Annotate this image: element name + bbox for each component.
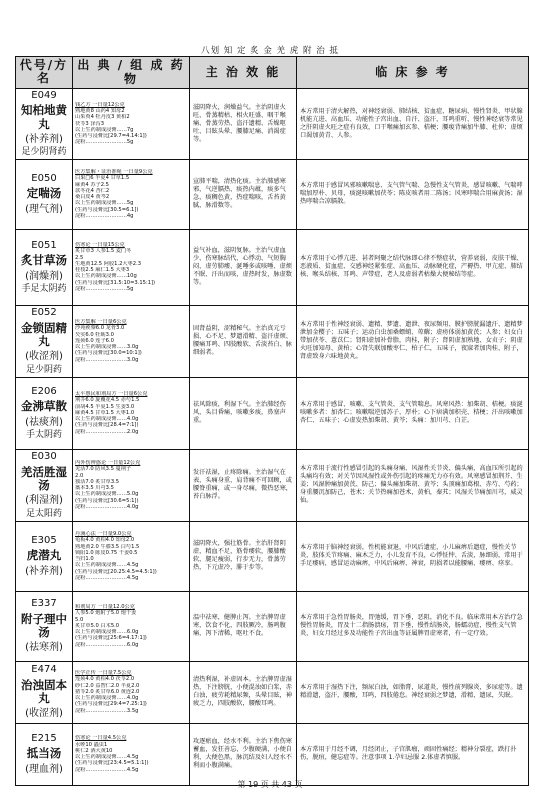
formula-cell: [16, 521, 73, 591]
ingredient-line: 5.0: [75, 616, 84, 623]
ingredient-line: 生地黄12.5 阿胶1.2大枣2.3: [75, 260, 142, 267]
formula-code: E206: [31, 385, 57, 397]
formula-meridian: 手足太阴药: [21, 284, 67, 294]
ingredient-line: 伤寒论 一日量4.5公克: [75, 735, 127, 742]
table-row: [16, 521, 529, 591]
column-header-efficacy: 主 治 效 能: [190, 57, 297, 89]
ingredient-line: 人参5.0 炮附子5.0 炮干姜: [75, 610, 137, 617]
table-row: [16, 305, 529, 377]
ingredient-line: 淀粉……………………4.0g: [75, 503, 139, 510]
formula-code: E051: [31, 239, 57, 251]
ingredient-line: 太平惠民和剂局方 一日量6公克: [75, 391, 148, 398]
efficacy-cell: 滋阴降火，润燥益气。主治阴虚火旺，骨蒸精枯、相火旺盛、咽干喉痛、骨蒸劳热、盗汗遗精、舌燥呕吐、目眩头晕、腰膝足痛、消渴症等。: [190, 88, 297, 159]
formula-cell: [16, 159, 73, 229]
ingredient-line: 丹溪心法 一日量9.0公克: [75, 531, 132, 538]
ingredient-line: 麻黄4.5 甘草1.5 大枣1.0: [75, 409, 135, 416]
table-row: [16, 661, 529, 723]
ingredient-line: 以上生药制成浸膏……3.0g: [75, 344, 139, 351]
formula-name: 羌活胜湿汤: [21, 464, 67, 492]
clinical-cell: 本方常用于感冒风邪咳嗽喘息、支气管气喘、急慢性支气管炎，感冒咳嗽、气喘哮喘加厚朴、贝母，痰涎咳嗽加茯苓；陈皮咳者用二陈汤；风寒哮喘合用麻黄汤；湿热哮喘合凉膈散。: [297, 159, 529, 229]
ingredient-line: 2.0: [75, 472, 84, 479]
clinical-cell: 本方常用于感冒、咳嗽、支气管炎、支气管喘息。风寒风热：加柴胡、桔梗。痰涎咳嗽多者：加杏仁；咳嗽喘逆加苏子、厚朴；心下痞满加积壳、桔梗；汗出咳嗽加杏仁、五味子；心虚发热加柴胡、黄芩；头痛：加川芎、白芷。: [297, 377, 529, 449]
formula-code: E052: [31, 307, 57, 319]
ingredient-line: 以上生药制成浸膏……5.0g: [75, 491, 139, 498]
formula-category: (利湿剂): [25, 495, 63, 507]
ingredient-line: 茯苓3 泽泻3: [75, 120, 104, 127]
formula-cell: [16, 377, 73, 449]
formula-name: 炙甘草汤: [21, 253, 67, 268]
formula-category: (补养剂): [25, 133, 63, 145]
ingredient-line: (生药与浸膏比[23:4.5=5.1:1]): [75, 760, 149, 767]
ingredient-line: 猪苓2.0 炙甘草6.0 黄连2.0: [75, 688, 140, 695]
ingredient-line: 桃仁2 酒大黄10: [75, 747, 113, 754]
clinical-cell: 本方常用于湿热下注，频尿白浊，如脂膏，尿道炎，慢性前列腺炎，多尿症等。遗精滑遗，盗汗，腰酸，耳鸣，四肢倦怠。神经衰弱之梦遗，滑精，遗尿，失眠。: [297, 661, 529, 723]
formula-category: (理气剂): [25, 203, 63, 215]
ingredient-line: 莲须4.0 黄柏4.0 茯苓2.0: [75, 676, 135, 683]
formula-cell: [16, 591, 73, 661]
clinical-cell: 本方常用于清火解热，对神经衰弱、肺结核、贫血症、糖尿病、慢性肾炎、甲状腺机能亢进、高血压、功能性子宫出血、自汗、盗汗、耳鸣重听、慢性神经衰等常见之肝阴虚火旺之症有良效，口干喉痛加玄参、桔梗；腰痠背痛加牛膝、杜仲；虚烦口渴加黄青、人参。: [297, 88, 529, 159]
ingredient-line: 淀粉……………………4g: [75, 212, 134, 219]
ingredient-line: 以上生药制成浸膏……4.0g: [75, 695, 139, 702]
ingredient-line: (生药与浸膏比[29.7=4.14:1]): [75, 133, 147, 140]
formula-category: (补养剂): [25, 565, 63, 577]
formula-category: (收涩剂): [25, 708, 63, 720]
ingredients-cell: [73, 159, 190, 229]
formula-code: E305: [31, 534, 57, 546]
ingredient-line: 伤寒论 一日量15公克: [75, 242, 125, 249]
ingredients-cell: [73, 591, 190, 661]
ingredient-line: (生药与浸膏比[28.4=7:1]): [75, 422, 139, 429]
ingredient-line: 藁本3.5 川芎3.5: [75, 485, 114, 492]
table-row: [16, 159, 529, 229]
ingredient-line: 前胡4.5 半夏1.5 生姜3.0: [75, 403, 135, 410]
formula-meridian: 足少阴肾药: [21, 147, 67, 158]
clinical-cell: 本方常用于流行性感冒引起的头痛身痛、风湿性关节炎、偏头痛，高血压所引起的头痛均有效；对关节因风湿性或外伤引起的疼痛无力亦有效。风寒感冒加荆芥、生姜；风湿肿痛加黄芪、防己；偏头痛加柴胡、黄芩；头顶痛加葛根、赤芍、芍药；身重腰沉加防己，苍术；关节热痛加苍术，黄柏，秦艽；风湿关节痛加川芎，威灵仙。: [297, 449, 529, 521]
formula-code: E030: [31, 451, 57, 463]
efficacy-cell: 滋阴降火，强壮筋骨。主治肝肾阴虚，精血不足，筋骨痿软，腰膝酸软，腿足瘦弱，行步无力，骨蒸劳热，下元虚冷，腓于步等。: [190, 521, 297, 591]
formula-category: (祛痰剂): [25, 416, 63, 428]
formula-meridian: 足太阳药: [25, 508, 62, 519]
formula-name: 虎潜丸: [26, 548, 62, 563]
clinical-cell: 本方常用于月经不调，月经闭止，子宫肌瘤，顽固性痛经；精神分裂症，跌打扑伤，脱疽，健忘症等。注意事项 1.孕妇忌服 2.体虚者慎服。: [297, 723, 529, 785]
table-row: [16, 88, 529, 159]
ingredient-line: 医方集解 一日量6公克: [75, 319, 127, 326]
ingredient-line: (生药与浸膏比[30.5=6.1]): [75, 206, 139, 213]
formula-code: E050: [31, 172, 57, 184]
clinical-cell: 本方常用于脑神经衰弱，性机能衰退，中风后遗症，小儿麻痹后遗症，慢性关节炎，肢体关节疼痛、麻木乏力，小儿发育不良，心悸怔忡、舌淡，脉细弱，常用于手足痿病，感冒运动麻痹，中风后麻痹、神衰，阴损者以能腰痛、痿痹、痉挛。: [297, 521, 529, 591]
efficacy-cell: 益气补血，滋阴复脉。主治气虚血少、伤寒脉结代、心悸动、气短胸闷，虚劳肺痿、涎唾多或咳唾、虚烦不眠、汗出而咳，虚热时发，脉虚数等。: [190, 229, 297, 305]
ingredient-line: 淀粉……………………4.5g: [75, 574, 139, 581]
ingredient-line: 沙苑蒺藜6.0 龙骨3.0: [75, 325, 125, 332]
table-row: [16, 591, 529, 661]
ingredient-line: 水蛭10 蟲虫1: [75, 741, 108, 748]
ingredient-line: (生药与浸膏比[30.6=5:1]): [75, 497, 139, 504]
efficacy-cell: 温中祛寒，健脾止泻。主治脾胃虚寒，饮食不化，四肢厥冷，肠鸣腹痛，泻下清稀，呕吐不食。: [190, 591, 297, 661]
ingredient-line: 医方集解・证治准绳 一日量9公克: [75, 169, 153, 176]
efficacy-cell: 宣肺平喘，清热化痰。主治肺感寒邪，气逆膈热、痰热内蕴，痰多气急，痰稠色黄，热症喘咳，舌苔黄腻，脉滑数等。: [190, 159, 297, 229]
ingredient-line: (生药与浸膏比[20.25:4.5=4.5:1]): [75, 568, 157, 575]
ingredient-line: 2.5: [75, 254, 84, 261]
formula-code: E337: [31, 598, 57, 610]
ingredient-line: 以上生药制成浸膏……10g: [75, 273, 137, 280]
ingredients-cell: [73, 521, 190, 591]
ingredients-cell: [73, 305, 190, 377]
header-row: [16, 57, 529, 89]
column-header-code: 代号/方名: [16, 57, 73, 89]
formula-name: 定喘汤: [26, 186, 62, 201]
ingredient-line: 内外伤辨惑论 一日量12公克: [75, 460, 141, 467]
ingredients-cell: [73, 88, 190, 159]
ingredient-line: 款冬花4 杏仁2: [75, 187, 110, 194]
formula-category: (润燥剂): [25, 270, 63, 282]
column-header-ingredients: 出 典 / 组 成 药 物: [73, 57, 190, 89]
ingredient-line: (生药与浸膏比[30.0=10:1]): [75, 350, 142, 357]
ingredient-line: 炙甘草5.0 白术5.0: [75, 622, 120, 629]
formula-category: (理血剂): [25, 763, 63, 775]
table-row: [16, 449, 529, 521]
ingredient-line: 以上生药制成浸膏……7g: [75, 126, 134, 133]
formula-cell: [16, 661, 73, 723]
ingredient-line: 莲须6.0 莲子6.0: [75, 337, 114, 344]
formula-name: 抵当汤: [26, 746, 62, 761]
ingredient-line: 羌活7.0 防风3.5 蔓荆子: [75, 466, 132, 473]
page-number: 第 19 页 共 43 页: [237, 780, 303, 789]
ingredient-line: 熟地黄8 山药4 知母2: [75, 108, 125, 115]
formula-category: (收涩剂): [25, 351, 63, 363]
ingredient-line: 山茱萸4 牡丹皮3 黄柏2: [75, 114, 130, 121]
ingredient-line: 淀粉……………………2.0g: [75, 428, 139, 435]
efficacy-cell: 清热利湿，补虚固本。主治脾胃虚湿热，下注膀胱，小便混浊如白浆，赤白浊，疲劳耗精尿频，头晕目眩，神疲乏力，四肢酸软，腰酸耳鸣。: [190, 661, 297, 723]
ingredient-line: 淀粉……………………3.5g: [75, 707, 139, 714]
ingredient-line: 以上生药制成浸膏……6.0g: [75, 629, 139, 636]
clinical-cell: 本方常用于心悸亢进、甚者阿聚之结代脉即心律不整症状，营养衰弱，皮肤干燥、恶液质、贫血症、交感神经紧张症、高血压、动脉硬化症，产褥热、甲亢症、肺结核、喉头结核、耳鸣、声带症，老人及虚弱者枯燥大便秘结等症。: [297, 229, 529, 305]
formula-cell: [16, 723, 73, 785]
efficacy-cell: 祛风除痰，利湿下气。主治肺经伤风，头目昏痛，咳嗽多痰，鼻塞声重。: [190, 377, 297, 449]
ingredient-line: 桑白皮4 黄芩2: [75, 194, 110, 201]
formula-name: 金沸草散: [21, 399, 67, 414]
ingredient-line: 独活7.0 炙甘草3.5: [75, 478, 120, 485]
ingredient-line: (生药与浸膏比[25:6=4.17:1]): [75, 635, 147, 642]
ingredient-line: 淀粉……………………6.0g: [75, 641, 139, 648]
formula-name: 知柏地黄丸: [21, 103, 67, 131]
formula-code: E049: [31, 89, 57, 101]
table-row: [16, 229, 529, 305]
sheet-header: 八划 知 定 炙 金 羌 虎 附 治 抵: [201, 46, 339, 56]
ingredient-line: 淀粉……………………4.5g: [75, 766, 139, 773]
formula-table: [15, 56, 529, 786]
table-row: [16, 377, 529, 449]
ingredient-line: 淀粉……………………5g: [75, 139, 134, 146]
formula-name: 治浊固本丸: [21, 677, 67, 706]
ingredient-line: 芡实6.0 牡蛎3.0: [75, 331, 114, 338]
formula-cell: [16, 305, 73, 377]
clinical-cell: 本方常用于急性胃肠炎，胃弛缓，胃下垂，恶阻，消化不良。临床常用本方治疗急慢性胃肠炎，胃及十二指肠溃疡，胃下垂，慢性结肠炎，肠蠕动症，慢性支气管炎，妇女月经过多及功能性子宫出血等证属脾胃虚寒者，有一定疗效。: [297, 591, 529, 661]
ingredient-line: 锁阳1.0 陈皮0.75 干姜0.5: [75, 549, 138, 556]
formula-name: 金锁固精丸: [21, 320, 67, 348]
formula-name: 附子理中汤: [21, 611, 67, 640]
clinical-cell: 本方常用于性神经衰弱、遗精、梦遗、遗泄、夜尿频用、膜护膀胱漏遗汗、遗精梦泄加金樱子；五味子；运动白虫加桑螵蛸、萆薢；虚痨体弱加黄芪；人参；妇女白带加茯苓、薏苡仁；肾阳虚加补骨脂，肉桂，附子；肾阴虚加熟地、女贞子；阴虚火旺加知母、黄柏；心肾失联加酸枣仁、柏子仁，五味子，夜寐者加肉桂、附子，肾虚致身六味地黄丸。: [297, 305, 529, 377]
ingredient-line: 以上生药制成浸膏……4.5g: [75, 562, 139, 569]
ingredients-cell: [73, 723, 190, 785]
ingredient-line: 白果□6 半夏4 甘草1.5: [75, 175, 130, 182]
table-row: [16, 723, 529, 785]
formula-code: E215: [31, 732, 57, 744]
ingredient-line: 砂仁2.0 益智仁2.0 半夏2.0: [75, 682, 140, 689]
formula-cell: [16, 449, 73, 521]
ingredient-line: 钱乙方 一日量12公克: [75, 101, 125, 108]
ingredient-line: 龟板4.0 黄柏4.0 知母2.0: [75, 537, 135, 544]
ingredient-line: 淀粉……………………3.0g: [75, 356, 139, 363]
efficacy-cell: 固肾益阴，涩精秘气。主治真元亏损、心不足、梦遗滑精、盗汗虚烦、腰痛耳鸣、四肢酸软、舌淡苔白、脉细弱者。: [190, 305, 297, 377]
ingredients-cell: [73, 229, 190, 305]
formula-cell: [16, 88, 73, 159]
ingredients-cell: [73, 377, 190, 449]
ingredient-line: 和剂局方 一日量12.0公克: [75, 604, 135, 611]
formula-meridian: 足少阴药: [25, 364, 62, 375]
ingredient-line: 桂枝2.5 麻仁1.5 大枣3: [75, 267, 130, 274]
column-header-clinical: 临 床 参 考: [297, 57, 529, 89]
ingredient-line: 麻黄4 苏子2.5: [75, 181, 109, 188]
formula-cell: [16, 229, 73, 305]
formula-meridian: 手太阴药: [25, 430, 62, 440]
ingredient-line: 以上生药制成浸膏……4.5g: [75, 754, 139, 761]
ingredient-line: (生药与浸膏比[31.5:10=3.15:1]): [75, 279, 156, 286]
ingredient-line: 淀粉……………………5g: [75, 285, 134, 292]
formula-category: (祛寒剂): [25, 642, 63, 654]
efficacy-cell: 攻逐瘀血，经水不利。主治下焦伤寒蓄血，发狂善忘，少腹硬满，小便自利，大便色黑，脉沉结及妇人经水不利而小腹满痛。: [190, 723, 297, 785]
ingredient-line: 以上生药制成浸膏……4.0g: [75, 416, 139, 423]
ingredient-line: 炙甘草3 人参1.5 麦门冬: [75, 248, 132, 255]
ingredient-line: (生药与浸膏比[29:4=7.25:1]): [75, 701, 147, 708]
ingredient-line: 熟地黄2.0 牛膝3.5 白芍1.5: [75, 543, 140, 550]
formula-code: E474: [31, 664, 57, 676]
ingredient-line: 当归1.0: [75, 556, 94, 563]
ingredients-cell: [73, 661, 190, 723]
ingredient-line: 荆芥6.0 旋覆花4.5 赤芍1.5: [75, 397, 140, 404]
ingredient-line: 医学正传 一日量7.5公克: [75, 670, 132, 677]
ingredients-cell: [73, 449, 190, 521]
efficacy-cell: 发汗祛湿，止疼除痛。主治湿气在表，头痛身重，肩背痛不可回顾，或腰脊重痛，或一身尽痛，微热恶寒，苔白脉浮。: [190, 449, 297, 521]
ingredient-line: 以上生药制成浸膏……5g: [75, 200, 134, 207]
